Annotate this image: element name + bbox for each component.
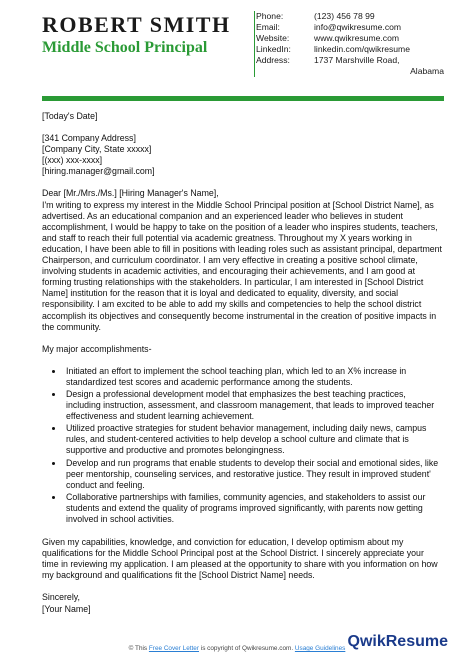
address-value-2: Alabama: [410, 66, 444, 76]
intro-paragraph: I'm writing to express my interest in the Middle School Principal position at [School District Name], as advertised. As an educational companion and an experienced leader who believes in student accomplishment, I would be happy to take on the position of a leader who inspires students, teachers, and staff to reach their full potential via academic greatness. Throughout my X years working in education, I have been able to fill in positions with leading roles such as assistant principal, department Chairperson, and curriculum coordinator. I am very effective in creating a positive school climate, involving students in academic activities, and encouraging their achievements, and I am good at forming trusting relationships with the stakeholders. In particular, I am interested in [School District Name] institution for the reason that it is loyal and dedicated to equality, diversity, and social responsibility. I am excited to be able to add my skills and competencies to help the school district accomplish its objectives and consequently become instrumental in the creation of positive impacts in the community.: [42, 199, 443, 332]
salutation: Dear [Mr./Mrs./Ms.] [Hiring Manager's Name],: [42, 188, 219, 199]
contact-row-address-2: [254, 66, 444, 77]
letter-body: [42, 111, 442, 615]
header-rule: [42, 96, 444, 101]
applicant-name: ROBERT SMITH: [42, 12, 231, 37]
list-item: • Collaborative partnerships with families, community agencies, and stakeholders to assist our students and extend the quality of programs improved significantly, with parents now getting involved in school activities.: [64, 492, 442, 525]
website-value[interactable]: www.qwikresume.com: [314, 33, 400, 43]
qwikresume-logo: QwikResume: [347, 633, 448, 650]
contact-divider: [254, 11, 255, 77]
free-cover-letter-link[interactable]: Free Cover Letter: [148, 645, 199, 652]
contact-block: [254, 11, 444, 77]
list-item: • Develop and run programs that enable students to develop their social and emotional sides, like peer mentorship, counseling services, and restorative justice. They result in improved student' conduct and feeling.: [64, 458, 442, 491]
email-value[interactable]: info@qwikresume.com: [314, 22, 402, 32]
address-line: [341 Company Address]: [42, 133, 136, 144]
recipient-address: [42, 133, 442, 177]
signoff: Sincerely,: [42, 592, 80, 603]
contact-row-website: Website: www.qwikresume.com: [254, 33, 444, 44]
contact-row-email: Email: info@qwikresume.com: [254, 22, 444, 33]
signature: [Your Name]: [42, 603, 91, 614]
phone-value: (123) 456 78 99: [314, 11, 375, 21]
usage-guidelines-link[interactable]: Usage Guidelines: [294, 645, 346, 652]
address-line: [Company City, State xxxxx]: [42, 144, 152, 155]
contact-row-address: Address: 1737 Marshville Road,: [254, 55, 444, 66]
address-value: 1737 Marshville Road,: [314, 55, 400, 65]
closing-paragraph: Given my capabilities, knowledge, and conviction for education, I develop optimism about my qualifications for the Middle School Principal post at the School District. I sincerely appreciate your time in reviewing my application. I am pleased at the opportunity to share with you information on how my background and qualifications fit the [School District Name] needs.: [42, 537, 438, 581]
contact-row-phone: Phone: (123) 456 78 99: [254, 11, 444, 22]
address-line: [(xxx) xxx-xxxx]: [42, 155, 103, 166]
job-title: Middle School Principal: [42, 39, 208, 56]
address-line: [hiring.manager@gmail.com]: [42, 166, 155, 177]
contact-row-linkedin: LinkedIn: linkedin.com/qwikresume: [254, 44, 444, 55]
list-item: • Initiated an effort to implement the school teaching plan, which led to an X% increase in standardized test scores and academic performance among the students.: [64, 366, 442, 388]
accomplishments-heading: My major accomplishments-: [42, 343, 152, 354]
linkedin-value[interactable]: linkedin.com/qwikresume: [314, 44, 410, 54]
copyright-icon: ©: [128, 645, 134, 652]
list-item: • Utilized proactive strategies for student behavior management, including daily news, campus rules, and student-centered activities to help develop a school culture and climate that is supportive and productive and promotes belongingness.: [64, 423, 442, 456]
accomplishments-list: [42, 366, 442, 525]
copyright-footer: © This Free Cover Letter is copyright of Qwikresume.com. Usage Guidelines: [128, 645, 346, 652]
letter-date: [Today's Date]: [42, 111, 98, 121]
list-item: • Design a professional development model that emphasizes the best teaching practices, including instruction, assessment, and classroom management, that leads to improved teacher effectiveness and student learning achievement.: [64, 389, 442, 422]
